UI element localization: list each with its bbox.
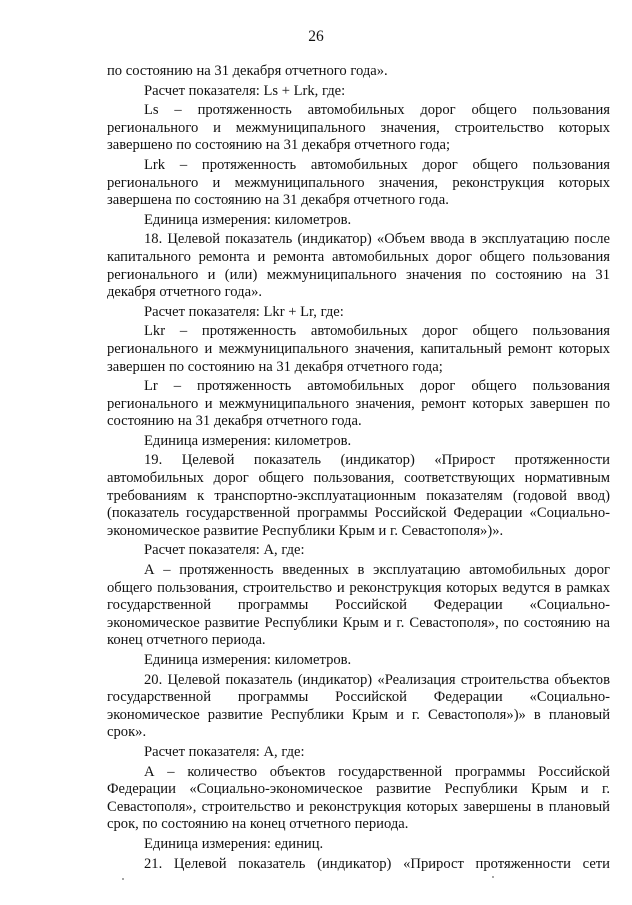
paragraph: 19. Целевой показатель (индикатор) «Прирост протяженности автомобильных дорог общего пользования, соответствующих нормативным требованиям к транспортно-эксплуатационным показателям (годовой ввод) (показатель государственной программы Российской Федерации «Социально-экономическое развитие Республики Крым и г. Севастополя»)». — [107, 452, 610, 539]
paragraph: Расчет показателя: Ls + Lrk, где: — [144, 82, 346, 99]
page-number: 26 — [308, 28, 324, 45]
paragraph: Lrk – протяженность автомобильных дорог общего пользования регионального и межмуниципального значения, реконструкция которых завершена по состоянию на 31 декабря отчетного года. — [107, 156, 610, 209]
paragraph: Единица измерения: километров. — [144, 211, 352, 228]
scan-specks — [0, 876, 632, 886]
scan-speck — [122, 878, 124, 880]
document-body — [107, 63, 610, 873]
paragraph: Lkr – протяженность автомобильных дорог общего пользования регионального и межмуниципального значения, капитальный ремонт которых завершен по состоянию на 31 декабря отчетного года; — [107, 323, 610, 375]
paragraph: 18. Целевой показатель (индикатор) «Объем ввода в эксплуатацию после капитального ремонта и ремонта автомобильных дорог общего пользования регионального и (или) межмуниципального значения по состоянию на 31 декабря отчетного года». — [107, 231, 610, 301]
paragraph: 21. Целевой показатель (индикатор) «Прирост протяженности сети — [144, 855, 610, 872]
paragraph: Расчет показателя: А, где: — [144, 542, 305, 559]
paragraph: Расчет показателя: Lkr + Lr, где: — [144, 303, 344, 320]
paragraph: Ls – протяженность автомобильных дорог общего пользования регионального и межмуниципального значения, строительство которых завершено по состоянию на 31 декабря отчетного года; — [107, 102, 610, 154]
paragraph: Единица измерения: километров. — [144, 432, 352, 449]
scan-speck — [492, 876, 494, 878]
paragraph: А – количество объектов государственной программы Российской Федерации «Социально-экономическое развитие Республики Крым и г. Севастополя», строительство и реконструкция которых завершены в плановый срок, по состоянию на конец отчетного периода. — [107, 763, 610, 833]
paragraph: 20. Целевой показатель (индикатор) «Реализация строительства объектов государственной программы Российской Федерации «Социально-экономическое развитие Республики Крым и г. Севастополя»)» в плановый срок». — [107, 671, 610, 741]
paragraph: по состоянию на 31 декабря отчетного года». — [107, 63, 388, 79]
paragraph: Расчет показателя: А, где: — [144, 743, 305, 760]
paragraph: А – протяженность введенных в эксплуатацию автомобильных дорог общего пользования, строительство и реконструкция которых ведутся в рамках государственной программы Российской Федерации «Социально-экономическое развитие Республики Крым и г. Севастополя», по состоянию на конец отчетного периода. — [107, 562, 610, 649]
paragraph: Единица измерения: километров. — [144, 652, 352, 668]
paragraph: Lr – протяженность автомобильных дорог общего пользования регионального и межмуниципального значения, ремонт которых завершен по состоянию на 31 декабря отчетного года. — [107, 378, 610, 430]
paragraph: Единица измерения: единиц. — [144, 835, 324, 852]
